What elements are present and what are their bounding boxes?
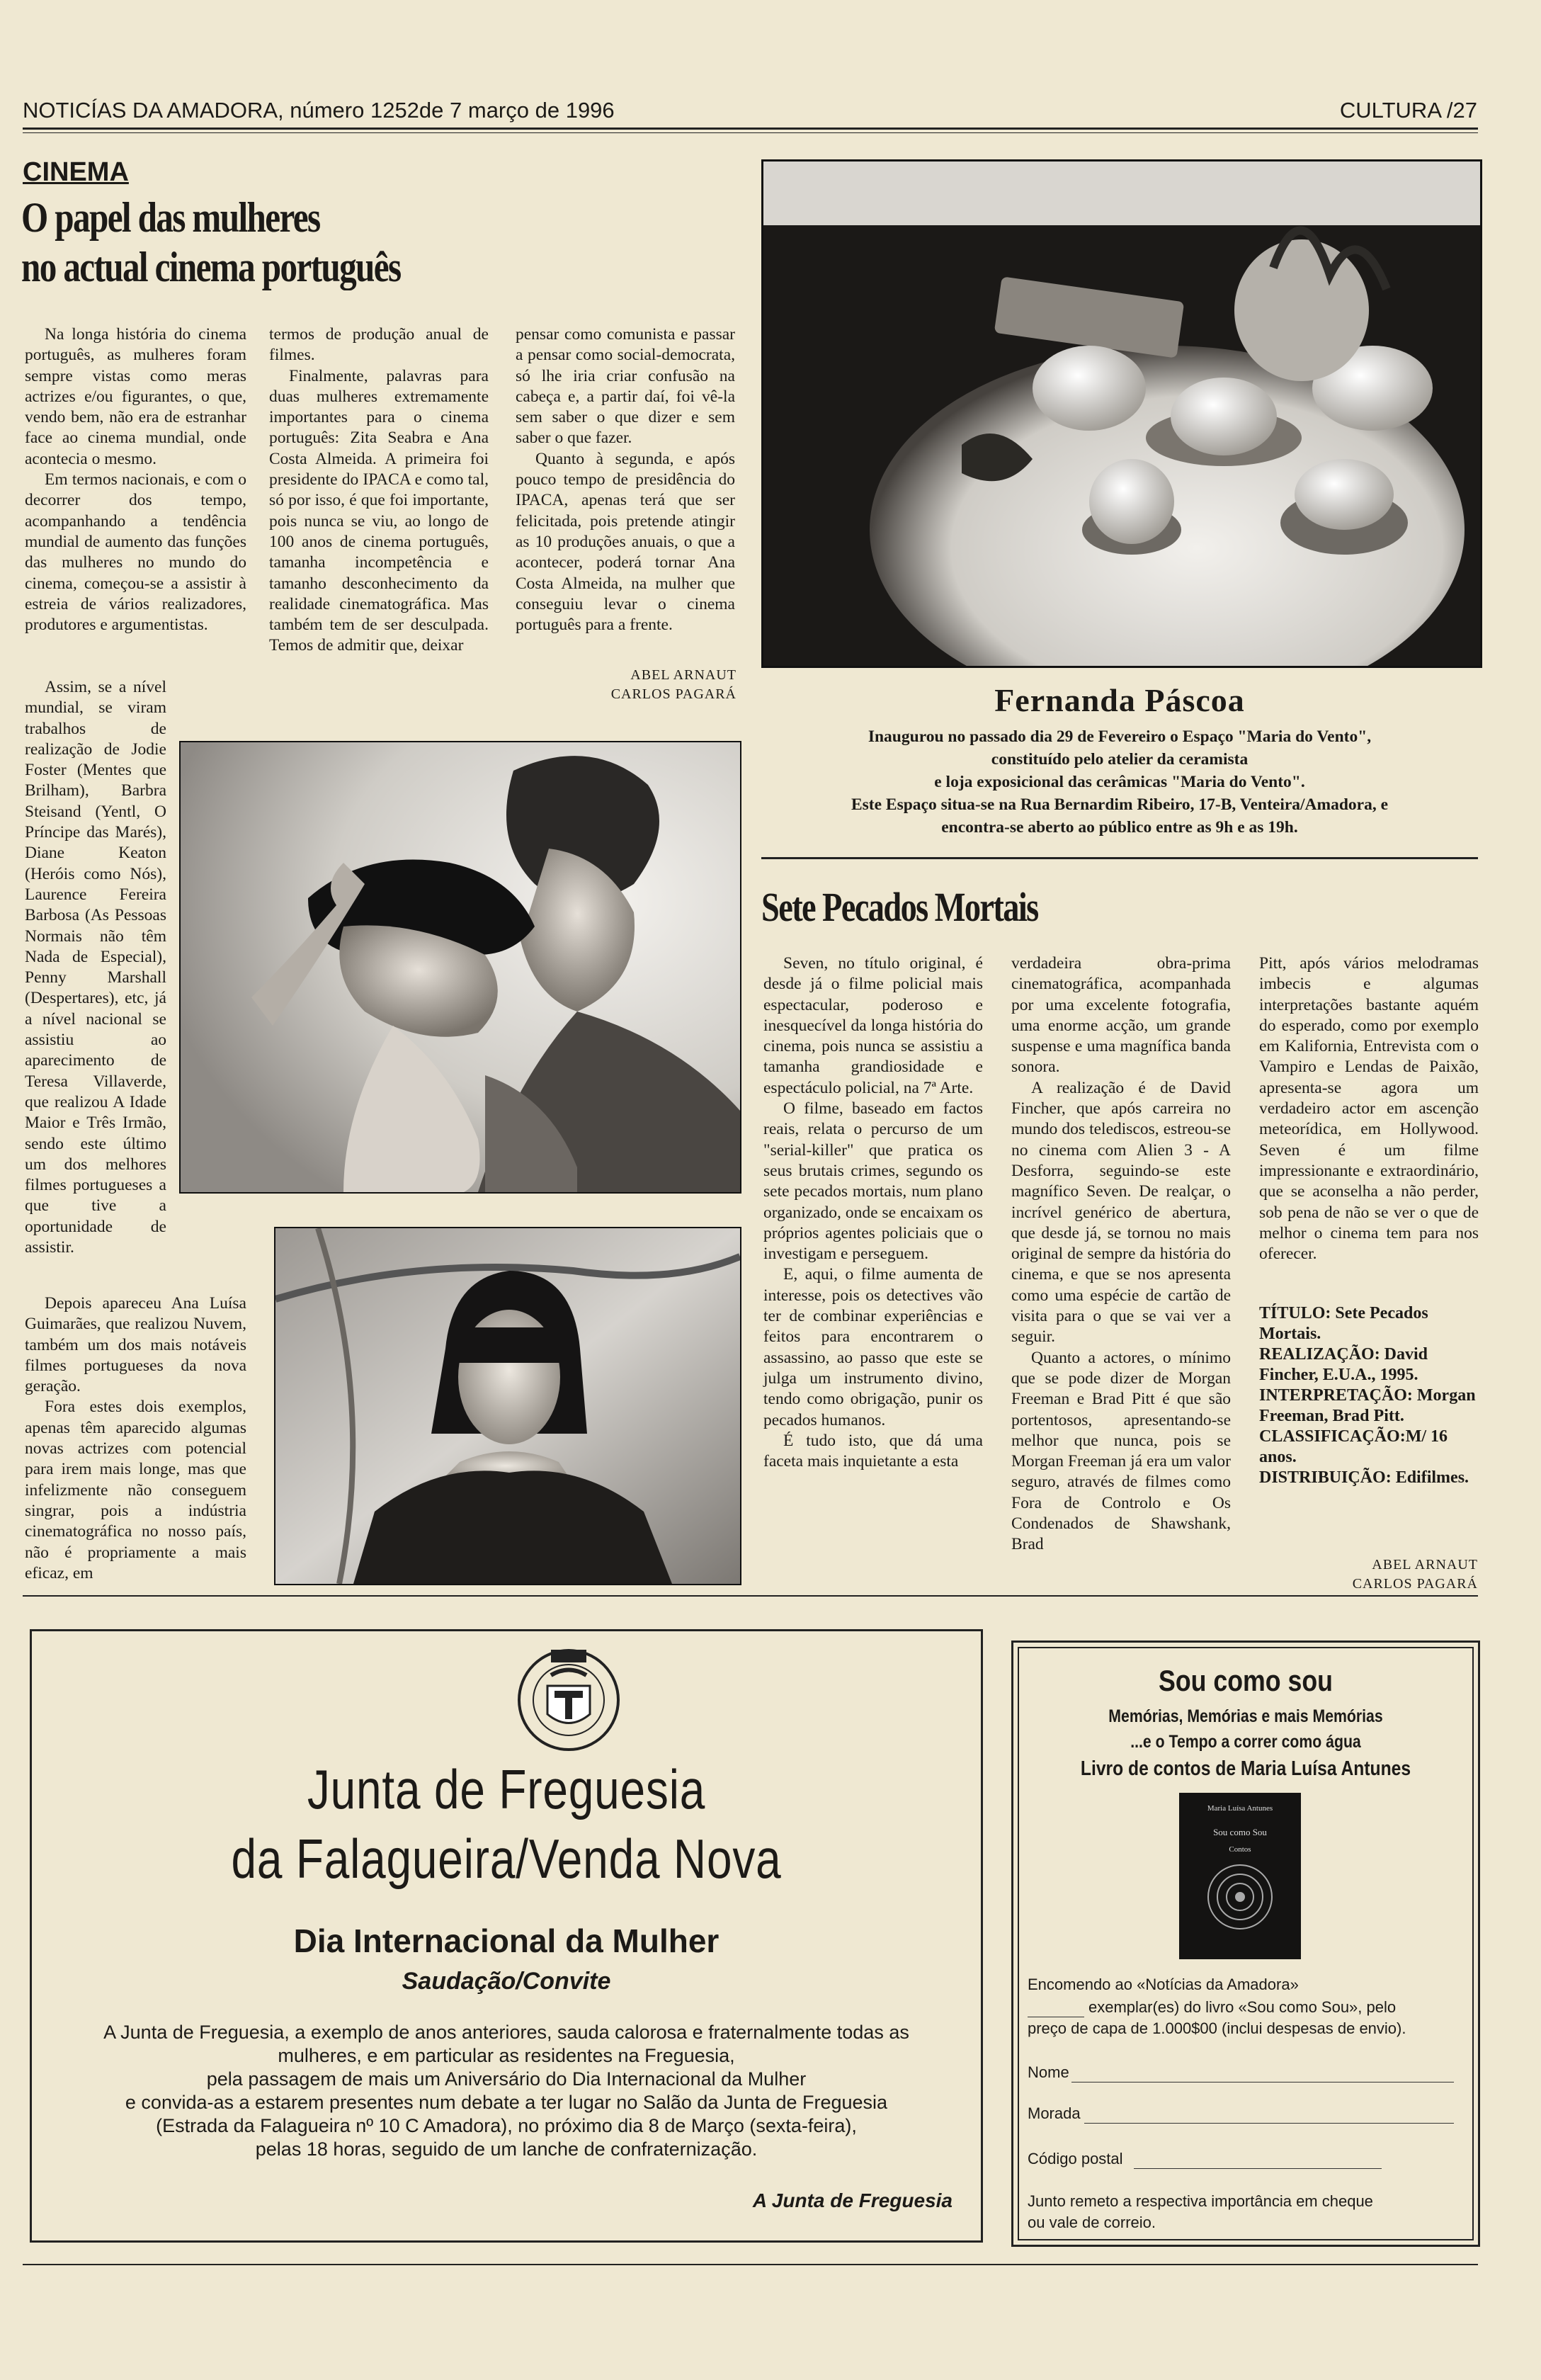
morada-field[interactable]: [1084, 2123, 1454, 2124]
tech-line: TÍTULO: Sete Pecados Mortais.: [1259, 1304, 1428, 1343]
cinema-col3: [516, 324, 735, 635]
codigo-label: Código postal: [1028, 2150, 1123, 2168]
nome-label: Nome: [1028, 2063, 1069, 2081]
book-cover: [1179, 1793, 1301, 1959]
sete-title: Sete Pecados Mortais: [761, 884, 1038, 930]
section-rule: [761, 857, 1478, 859]
junta-subsubtitle: Saudação/Convite: [402, 1968, 611, 1995]
page-header-left: NOTICÍAS DA AMADORA, número 1252de 7 março de 1996: [23, 98, 615, 123]
junta-body-line: e convida-as a estarem presentes num debate a ter lugar no Salão da Junta de Freguesia: [125, 2092, 888, 2113]
junta-ad-box: [30, 1629, 983, 2243]
paragraph: verdadeira obra-prima cinematográfica, acompanhada por uma excelente fotografia, uma enorme acção, um grande suspense e uma magnífica banda sonora.: [1011, 954, 1231, 1077]
couple-photo: [179, 741, 741, 1194]
order-line2: exemplar(es) do livro «Sou como Sou», pelo: [1088, 1998, 1397, 2016]
sete-col3: [1259, 953, 1479, 1264]
sete-tech-sheet: [1259, 1303, 1479, 1488]
ceramics-photo-image: [763, 162, 1480, 666]
section-label: CINEMA: [23, 157, 129, 187]
cinema-col1-bottom: [25, 1293, 246, 1584]
footer-rule: [23, 2264, 1478, 2265]
woman-photo-image: [275, 1228, 740, 1584]
junta-body-line: pela passagem de mais um Aniversário do Dia Internacional da Mulher: [206, 2068, 807, 2090]
codigo-field[interactable]: [1134, 2168, 1382, 2169]
page-header-right: CULTURA /27: [1339, 98, 1477, 123]
paragraph: O filme, baseado em factos reais, relata o percurso de um "serial-killer" que pratica os seus brutais crimes, segundo os sete pecados mortais, num plano organizado, onde se encaixam os próprios agentes policiais que o investigam e perseguem.: [763, 1099, 983, 1264]
paragraph: termos de produção anual de filmes.: [269, 325, 489, 365]
paragraph: Finalmente, palavras para duas mulheres extremamente importantes para o cinema português: Zita Seabra e Ana Costa Almeida. A primeira foi presidente do IPACA e como tal, só por isso, é que foi importante, pois nunca se viu, ao longo de 100 anos de cinema português, tamanha incompetência e tamanho desconhecimento da realidade cinematográfica. Mas também tem de ser desculpada. Temos de admitir que, deixar: [269, 366, 489, 655]
sete-signature: ABEL ARNAUT CARLOS PAGARÁ: [1352, 1557, 1478, 1592]
junta-title-line1: Junta de Freguesia: [307, 1758, 706, 1820]
paragraph: pensar como comunista e passar a pensar como social-democrata, só lhe iria criar confusão na cabeça e, a partir daí, foi vê-la sem saber o que dizer e sem saber o que fazer.: [516, 325, 735, 448]
cinema-col1-top: [25, 324, 246, 635]
article-title: [21, 193, 400, 292]
paragraph: É tudo isto, que dá uma faceta mais inquietante a esta: [763, 1431, 983, 1471]
book-line3: Livro de contos de Maria Luísa Antunes: [1080, 1757, 1411, 1780]
cinema-col2: [269, 324, 489, 657]
junta-subtitle: Dia Internacional da Mulher: [293, 1922, 720, 1959]
morada-label: Morada: [1028, 2104, 1081, 2122]
paragraph: Pitt, após vários melodramas imbecis e algumas interpretações bastante aquém do esperado, como por exemplo em Kalifornia, Entrevista com o Vampiro e Lendas de Paixão, apresenta-se agora um verdadeiro actor em ascenção meteorídica, em Hollywood. Seven é um filme impressionante e extraordinário, que se aconselha a não perder, sob pena de não se ver o que de melhor o cinema tem para nos oferecer.: [1259, 954, 1479, 1264]
paragraph: Fora estes dois exemplos, apenas têm aparecido algumas novas actrizes com potencial para irem mais longe, mas que infelizmente não conseguem singrar, pois a indústria cinematográfica no nosso país, não é propriamente a mais eficaz, em: [25, 1398, 246, 1582]
paragraph: Seven, no título original, é desde já o filme policial mais espectacular, poderoso e inesquecível da longa história do cinema, pois nunca se assistiu a tamanha grandiosidade e espectáculo policial, na 7ª Arte.: [763, 954, 983, 1097]
sete-col2: [1011, 953, 1231, 1556]
ceramics-photo: [761, 159, 1482, 668]
paragraph: Na longa história do cinema português, as mulheres foram sempre vistas como meras actrizes e/ou figurantes, o que, vendo bem, não era de estranhar face ao cinema mundial, onde acontecia o mesmo.: [25, 325, 246, 468]
paragraph: A realização é de David Fincher, que após carreira no mundo dos telediscos, estreou-se no cinema com Alien 3 - A Desforra, seguindo-se este magnífico Seven. De realçar, o incrível genérico de abertura, que desde já, se tornou no mais original de sempre da história do cinema, e que se nos apresenta como uma espécie de cartão de visita para o que se vai ver a seguir.: [1011, 1078, 1231, 1347]
junta-crest-icon: [516, 1647, 622, 1753]
sete-col1: [763, 953, 983, 1472]
tech-line: REALIZAÇÃO: David Fincher, E.U.A., 1995.: [1259, 1345, 1428, 1384]
paragraph: Em termos nacionais, e com o decorrer dos tempo, acompanhando a tendência mundial de aumento das funções das mulheres no mundo do cinema, começou-se a assistir à estreia de vários realizadores, produtores e argumentistas.: [25, 470, 246, 635]
ads-rule: [23, 1595, 1478, 1597]
paragraph: E, aqui, o filme aumenta de interesse, pois os detectives vão ter de combinar experiências e feitos para encontrarem o assassino, ao passo que este se julga um instrumento divino, tendo como obrigação, punir os pecados humanos.: [763, 1265, 983, 1429]
tech-line: INTERPRETAÇÃO: Morgan Freeman, Brad Pitt.: [1259, 1386, 1476, 1425]
junta-body: [32, 2021, 981, 2161]
article-title-line2: no actual cinema português: [21, 244, 401, 290]
book-cover-sub: Contos: [1229, 1845, 1251, 1854]
cinema-signature: ABEL ARNAUT CARLOS PAGARÁ: [610, 667, 737, 702]
book-ad-box: [1011, 1640, 1480, 2247]
header-rule: [23, 128, 1478, 130]
woman-photo: [274, 1227, 741, 1585]
book-cover-author: Maria Luísa Antunes: [1207, 1804, 1273, 1813]
junta-body-line: mulheres, e em particular as residentes na Freguesia,: [278, 2045, 735, 2066]
cinema-col1-wrap: [25, 677, 166, 1258]
book-line2: ...e o Tempo a correr como água: [1130, 1732, 1361, 1752]
header-rule-thin: [23, 132, 1478, 133]
tech-line: CLASSIFICAÇÃO:M/ 16 anos.: [1259, 1427, 1448, 1466]
couple-photo-image: [181, 742, 740, 1192]
book-cover-title: Sou como Sou: [1213, 1827, 1267, 1837]
remit-line2: ou vale de correio.: [1028, 2214, 1156, 2231]
fernanda-body: Inaugurou no passado dia 29 de Fevereiro o Espaço "Maria do Vento", constituído pelo atelier da ceramista e loja exposicional das cerâmicas "Maria do Vento". Este Espaço situa-se na Rua Bernardim Ribeiro, 17-B, Venteira/Amadora, e encontra-se aberto ao público entre as 9h e as 19h.: [851, 727, 1389, 837]
paragraph: Depois apareceu Ana Luísa Guimarães, que realizou Nuvem, também um dos mais notáveis filmes portugueses da nova geração.: [25, 1294, 246, 1396]
book-line1: Memórias, Memórias e mais Memórias: [1108, 1706, 1383, 1726]
paragraph: Assim, se a nível mundial, se viram trabalhos de realização de Jodie Foster (Mentes que Brilham), Barbra Steisand (Yentl, O Príncipe das Marés), Diane Keaton (Heróis como Nós), Laurence Fereira Barbosa (As Pessoas Normais não têm Nada de Especial), Penny Marshall (Despertares), etc, já a nível nacional se assistiu ao aparecimento de Teresa Villaverde, que realizou A Idade Maior e Três Irmão, sendo este último um dos melhores filmes portugueses a que tive a oportunidade de assistir.: [25, 678, 166, 1257]
book-cover-spiral-icon: [1198, 1858, 1283, 1936]
fernanda-title: Fernanda Páscoa: [994, 682, 1245, 718]
order-line3: preço de capa de 1.000$00 (inclui despesas de envio).: [1028, 2019, 1406, 2037]
order-line1: Encomendo ao «Notícias da Amadora»: [1028, 1976, 1299, 1993]
remit-line1: Junto remeto a respectiva importância em cheque: [1028, 2192, 1373, 2210]
article-title-line1: O papel das mulheres: [21, 194, 320, 241]
junta-body-line: pelas 18 horas, seguido de um lanche de confraternização.: [255, 2138, 758, 2160]
junta-body-line: (Estrada da Falagueira nº 10 C Amadora), no próximo dia 8 de Março (sexta-feira),: [156, 2115, 857, 2136]
junta-sign: A Junta de Freguesia: [752, 2189, 953, 2211]
paragraph: Quanto a actores, o mínimo que se pode dizer de Morgan Freeman e Brad Pitt é que são portentosos, apresentando-se melhor que nunca, pois se Morgan Freeman já era um valor seguro, através de filmes como Fora de Controlo e Os Condenados de Shawshank, Brad: [1011, 1348, 1231, 1554]
junta-body-line: A Junta de Freguesia, a exemplo de anos anteriores, sauda calorosa e fraternalmente todas as: [103, 2022, 909, 2043]
tech-line: DISTRIBUIÇÃO: Edifilmes.: [1259, 1468, 1469, 1487]
book-title: Sou como sou: [1159, 1664, 1333, 1697]
paragraph: Quanto à segunda, e após pouco tempo de presidência do IPACA, apenas terá que ser felicitada, pois pretende atingir as 10 produções anuais, o que a acontecer, poderá tornar Ana Costa Almeida, na mulher que conseguiu levar o cinema português para a frente.: [516, 449, 735, 635]
junta-title-line2: da Falagueira/Venda Nova: [231, 1828, 782, 1890]
